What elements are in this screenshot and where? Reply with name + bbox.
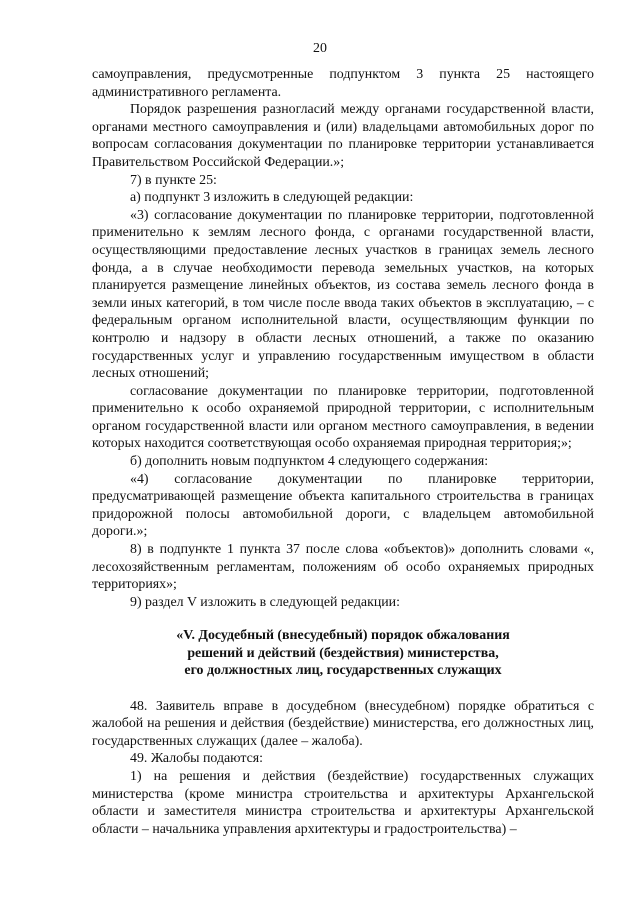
paragraph: 8) в подпункте 1 пункта 37 после слова «объектов)» дополнить словами «, лесохозяйственным регламентам, положениям об особо охраняемых природных территориях»; [92, 542, 594, 593]
paragraph: Порядок разрешения разногласий между органами государственной власти, органами местного самоуправления и (или) владельцами автомобильных дорог по вопросам согласования документации по планировке территории устанавливается Правительством Российской Федерации.»; [92, 102, 594, 170]
paragraph: 7) в пункте 25: [130, 172, 217, 188]
section-heading-line: его должностных лиц, государственных служащих [184, 663, 502, 679]
section-heading-line: решений и действий (бездействия) министерства, [187, 645, 499, 661]
paragraph: 1) на решения и действия (бездействие) государственных служащих министерства (кроме министра строительства и архитектуры Архангельской области и заместителя министра строительства и архитектуры Архангельской области – начальника управления архитектуры и градостроительства) – [92, 769, 594, 837]
paragraph: 48. Заявитель вправе в досудебном (внесудебном) порядке обратиться с жалобой на решения и действия (бездействие) министерства, его должностных лиц, государственных служащих (далее – жалоба). [92, 698, 594, 749]
paragraph: «4) согласование документации по планировке территории, предусматривающей размещение объекта капитального строительства в границах придорожной полосы автомобильной дороги, с владельцем автомобильной дороги.»; [92, 471, 594, 540]
page-number: 20 [313, 41, 327, 56]
document-body [92, 66, 594, 838]
paragraph: согласование документации по планировке территории, подготовленной применительно к особо охраняемой природной территории, с исполнительным органом государственной власти или органом местного самоуправления, в ведении которых находится соответствующая особо охраняемая природная территория;»; [92, 383, 594, 452]
section-heading [92, 627, 594, 679]
paragraph: 9) раздел V изложить в следующей редакции: [130, 594, 400, 610]
paragraph: 49. Жалобы подаются: [130, 751, 264, 767]
paragraph: самоуправления, предусмотренные подпунктом 3 пункта 25 настоящего административного регламента. [92, 67, 594, 100]
section-heading-line: «V. Досудебный (внесудебный) порядок обжалования [176, 628, 510, 644]
paragraph: а) подпункт 3 изложить в следующей редакции: [130, 190, 414, 206]
paragraph: «3) согласование документации по планировке территории, подготовленной применительно к землям лесного фонда, с органами государственной власти, осуществляющими предоставление лесных участков в границах земель лесного фонда, а в случае необходимости перевода земельных участков, на которых планируется размещение линейных объектов, из состава земель лесного фонда в земли иных категорий, в том числе после ввода таких объектов в эксплуатацию, – с федеральным органом исполнительной власти, осуществляющим функции по контролю и надзору в области лесных отношений, а также по оказанию государственных услуг и управлению государственным имуществом в области лесных отношений; [92, 207, 594, 382]
paragraph: б) дополнить новым подпунктом 4 следующего содержания: [130, 454, 489, 470]
